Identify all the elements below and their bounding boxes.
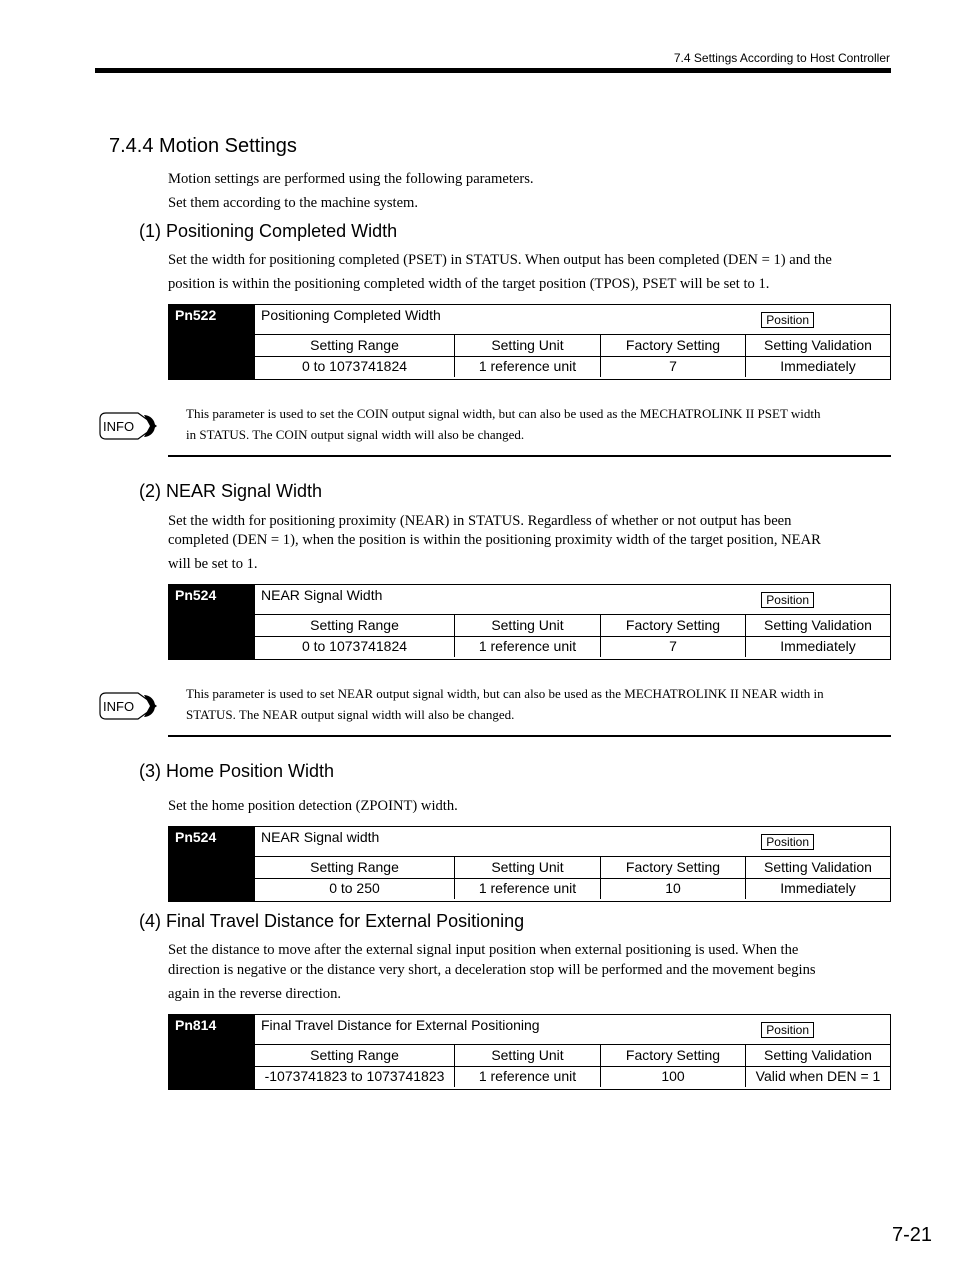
info-note-1-line-1: This parameter is used to set the COIN output signal width, but can also be used as the MECHATROLINK II PSET width (186, 406, 821, 421)
parameter-name: Final Travel Distance for External Positioning (261, 1017, 540, 1033)
subsection-3-text-line-1: Set the home position detection (ZPOINT) width. (168, 798, 458, 814)
value-factory-setting: 10 (600, 878, 745, 899)
value-factory-setting: 7 (600, 636, 745, 657)
header-setting-unit: Setting Unit (454, 335, 600, 356)
header-factory-setting: Factory Setting (600, 857, 745, 878)
header-setting-range: Setting Range (310, 337, 399, 353)
info-icon-label: INFO (103, 419, 135, 434)
parameter-category-tag: Position (761, 834, 814, 850)
section-intro-line-1: Motion settings are performed using the following parameters. (168, 171, 534, 187)
value-setting-unit: 1 reference unit (454, 1066, 600, 1087)
subsection-heading-1: (1) Positioning Completed Width (139, 221, 398, 241)
parameter-table-pn524-home (168, 826, 891, 902)
subsection-heading-2: (2) NEAR Signal Width (139, 481, 323, 501)
value-setting-unit: 1 reference unit (454, 878, 600, 899)
header-factory-setting: Factory Setting (600, 1045, 745, 1066)
header-setting-validation: Setting Validation (745, 857, 890, 878)
info-icon (98, 687, 160, 725)
subsection-heading-4: (4) Final Travel Distance for External Positioning (139, 911, 525, 931)
info-note-2-line-2: STATUS. The NEAR output signal width will also be changed. (186, 707, 515, 722)
header-setting-validation: Setting Validation (745, 335, 890, 356)
subsection-4-text-line-1: Set the distance to move after the external signal input position when external positioning is used. When the (168, 942, 799, 958)
parameter-table-pn814 (168, 1014, 891, 1090)
subsection-2-text-line-2: completed (DEN = 1), when the position is within the positioning proximity width of the target position, NEAR (168, 532, 821, 548)
subsection-1-text-line-2: position is within the positioning completed width of the target position (TPOS), PSET will be set to 1. (168, 276, 770, 292)
value-factory-setting: 100 (600, 1066, 745, 1087)
parameter-number: Pn814 (169, 1015, 255, 1089)
value-setting-range: 0 to 1073741824 (301, 638, 408, 654)
header-setting-range: Setting Range (310, 617, 399, 633)
header-setting-range: Setting Range (310, 859, 399, 875)
subsection-2-text-line-1: Set the width for positioning proximity (NEAR) in STATUS. Regardless of whether or not output has been (168, 513, 792, 529)
parameter-name: NEAR Signal Width (261, 587, 383, 603)
info-note-1-line-2: in STATUS. The COIN output signal width will also be changed. (186, 427, 525, 442)
value-setting-validation: Immediately (745, 636, 890, 657)
running-header: 7.4 Settings According to Host Controller (673, 51, 890, 65)
page-number: 7-21 (891, 1224, 932, 1246)
info-icon (98, 407, 160, 445)
value-setting-unit: 1 reference unit (454, 636, 600, 657)
parameter-name: NEAR Signal width (261, 829, 380, 845)
parameter-category-tag: Position (761, 592, 814, 608)
header-setting-validation: Setting Validation (745, 615, 890, 636)
parameter-number: Pn522 (169, 305, 255, 379)
parameter-category-tag: Position (761, 312, 814, 328)
value-setting-unit: 1 reference unit (454, 356, 600, 377)
subsection-heading-3: (3) Home Position Width (139, 761, 335, 781)
section-title: 7.4.4 Motion Settings (109, 135, 297, 157)
parameter-number: Pn524 (169, 827, 255, 901)
value-setting-range: -1073741823 to 1073741823 (264, 1068, 445, 1084)
parameter-table-pn524-near (168, 584, 891, 660)
info-note-1-rule (168, 455, 891, 457)
value-setting-range: 0 to 1073741824 (301, 358, 408, 374)
parameter-category-tag: Position (761, 1022, 814, 1038)
value-setting-validation: Immediately (745, 878, 890, 899)
header-setting-validation: Setting Validation (745, 1045, 890, 1066)
parameter-table-pn522 (168, 304, 891, 380)
section-intro-line-2: Set them according to the machine system. (168, 195, 419, 211)
header-setting-unit: Setting Unit (454, 615, 600, 636)
parameter-number: Pn524 (169, 585, 255, 659)
value-factory-setting: 7 (600, 356, 745, 377)
value-setting-validation: Immediately (745, 356, 890, 377)
header-setting-unit: Setting Unit (454, 857, 600, 878)
subsection-1-text-line-1: Set the width for positioning completed (PSET) in STATUS. When output has been completed (DEN = 1) and the (168, 252, 832, 268)
subsection-4-text-line-2: direction is negative or the distance very short, a deceleration stop will be performed and the movement begins (168, 962, 816, 978)
subsection-2-text-line-3: will be set to 1. (168, 556, 258, 572)
header-rule (95, 68, 891, 73)
header-setting-unit: Setting Unit (454, 1045, 600, 1066)
value-setting-validation: Valid when DEN = 1 (745, 1066, 890, 1087)
info-note-2-rule (168, 735, 891, 737)
subsection-4-text-line-3: again in the reverse direction. (168, 986, 342, 1002)
header-setting-range: Setting Range (310, 1047, 399, 1063)
parameter-name: Positioning Completed Width (261, 307, 441, 323)
info-icon-label: INFO (103, 699, 135, 714)
header-factory-setting: Factory Setting (600, 335, 745, 356)
value-setting-range: 0 to 250 (329, 880, 380, 896)
header-factory-setting: Factory Setting (600, 615, 745, 636)
info-note-2-line-1: This parameter is used to set NEAR output signal width, but can also be used as the MECHATROLINK II NEAR width in (186, 686, 824, 701)
